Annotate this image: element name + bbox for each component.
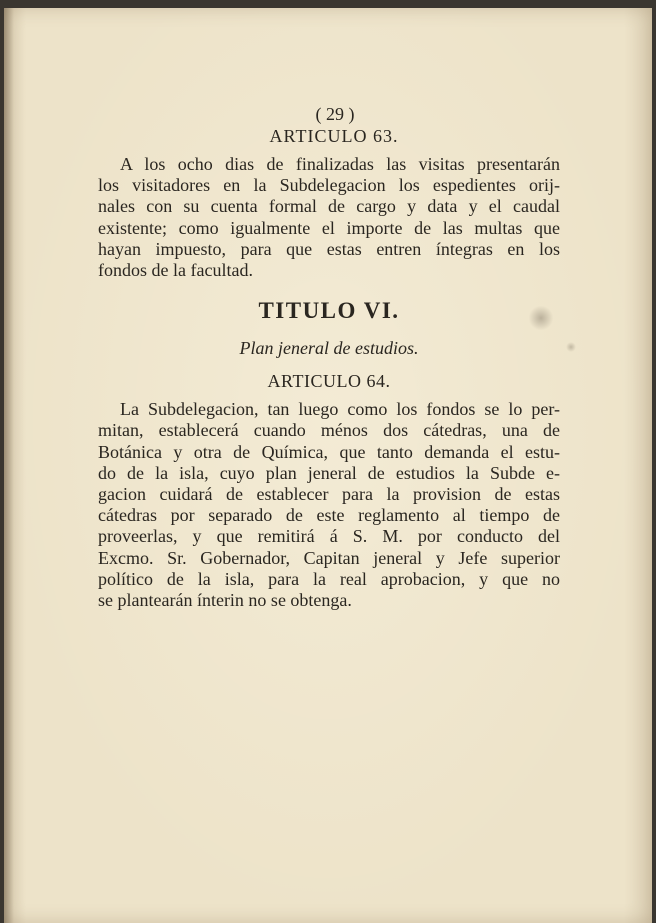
- paragraph-line: cátedras por separado de este reglamento al tiempo de: [98, 505, 560, 526]
- page-binding-shadow: [4, 8, 14, 923]
- paragraph-line: hayan impuesto, para que estas entren íntegras en los: [98, 238, 560, 259]
- paragraph-line: existente; como igualmente el importe de las multas que: [98, 217, 560, 238]
- paragraph-line: mitan, establecerá cuando ménos dos cátedras, una de: [98, 420, 560, 441]
- article-63-paragraph: [98, 154, 560, 281]
- page-number: ( 29 ): [315, 104, 355, 124]
- paragraph-line: A los ocho dias de finalizadas las visitas presentarán: [120, 154, 560, 174]
- paragraph-line: los visitadores en la Subdelegacion los espedientes orij-: [98, 175, 560, 196]
- paragraph-line: se plantearán ínterin no se obtenga.: [98, 590, 352, 611]
- article-64-paragraph: [98, 399, 560, 611]
- title-heading: TITULO VI.: [258, 298, 400, 324]
- ink-speck: [566, 342, 576, 352]
- page-text: [98, 104, 560, 611]
- paragraph-line: Excmo. Sr. Gobernador, Capitan jeneral y Jefe superior: [98, 547, 560, 568]
- paragraph-line: do de la isla, cuyo plan jeneral de estudios la Subde e-: [98, 462, 560, 483]
- article-63-heading: ARTICULO 63.: [269, 126, 399, 146]
- paragraph-line: La Subdelegacion, tan luego como los fondos se lo per-: [120, 399, 560, 420]
- paragraph-line: proveerlas, y que remitirá á S. M. por conducto del: [98, 526, 560, 547]
- paragraph-line: político de la isla, para la real aprobacion, y que no: [98, 568, 560, 589]
- paragraph-line: gacion cuidará de establecer para la provision de estas: [98, 484, 560, 505]
- article-64-heading: ARTICULO 64.: [267, 371, 391, 392]
- paragraph-line: Botánica y otra de Química, que tanto demanda el estu-: [98, 441, 560, 462]
- subtitle: Plan jeneral de estudios.: [239, 338, 419, 359]
- paragraph-line: fondos de la facultad.: [98, 260, 253, 281]
- paragraph-line: nales con su cuenta formal de cargo y data y el caudal: [98, 196, 560, 217]
